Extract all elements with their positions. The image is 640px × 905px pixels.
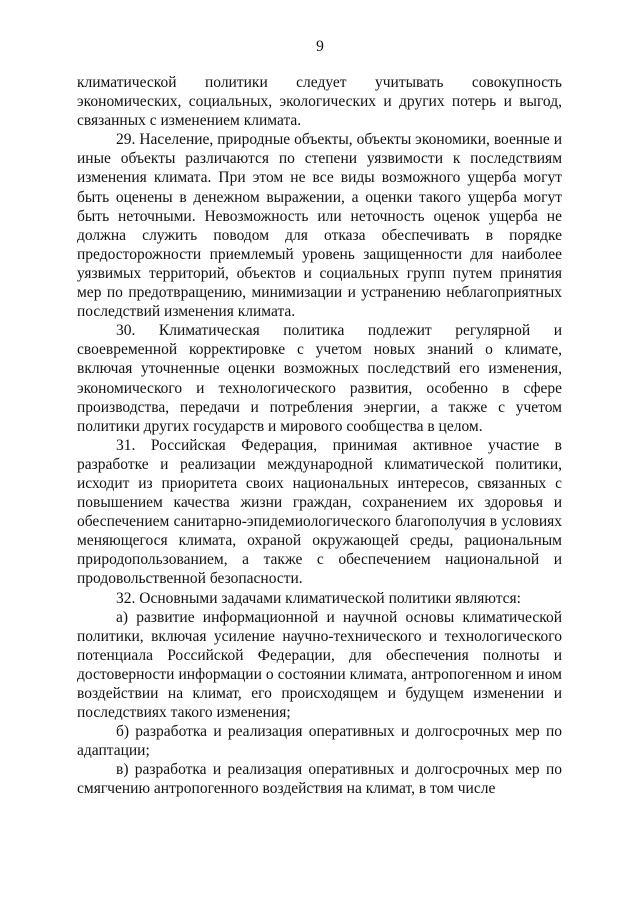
page-number: 9 — [316, 38, 324, 55]
paragraph-32-b: б) разработка и реализация оперативных и долгосрочных мер по адаптации; — [77, 723, 562, 760]
paragraph-31: 31. Российская Федерация, принимая активное участие в разработке и реализации международной климатической политики, исходит из приоритета своих национальных интересов, связанных с повышением качества жизни граждан, сохранением их здоровья и обеспечением санитарно-эпидемиологического благополучия в условиях меняющегося климата, охраной окружающей среды, рациональным природопользованием, а также с обеспечением национальной и продовольственной безопасности. — [77, 436, 562, 588]
paragraph-continuation: климатической политики следует учитывать совокупность экономических, социальных, экологических и других потерь и выгод, связанных с изменением климата. — [77, 74, 562, 130]
paragraph-32-a: а) развитие информационной и научной основы климатической политики, включая усиление научно-технического и технологического потенциала Российской Федерации, для обеспечения полноты и достоверности информации о состоянии климата, антропогенном и ином воздействии на климат, его происходящем и будущем изменении и последствиях такого изменения; — [77, 608, 562, 722]
paragraph-32-v: в) разработка и реализация оперативных и долгосрочных мер по смягчению антропогенного воздействия на климат, в том числе — [77, 761, 562, 798]
document-body — [77, 73, 562, 799]
paragraph-30: 30. Климатическая политика подлежит регулярной и своевременной корректировке с учетом новых знаний о климате, включая уточненные оценки возможных последствий его изменения, экономического и технологического развития, особенно в сфере производства, передачи и потребления энергии, а также с учетом политики других государств и мирового сообщества в целом. — [77, 322, 562, 435]
paragraph-29: 29. Население, природные объекты, объекты экономики, военные и иные объекты различаются по степени уязвимости к последствиям изменения климата. При этом не все виды возможного ущерба могут быть оценены в денежном выражении, а оценки такого ущерба могут быть неточными. Невозможность или неточность оценок ущерба не должна служить поводом для отказа обеспечивать в порядке предосторожности приемлемый уровень защищенности для наиболее уязвимых территорий, объектов и социальных групп путем принятия мер по предотвращению, минимизации и устранению неблагоприятных последствий изменения климата. — [77, 131, 562, 321]
paragraph-32: 32. Основными задачами климатической политики являются: — [116, 589, 521, 607]
